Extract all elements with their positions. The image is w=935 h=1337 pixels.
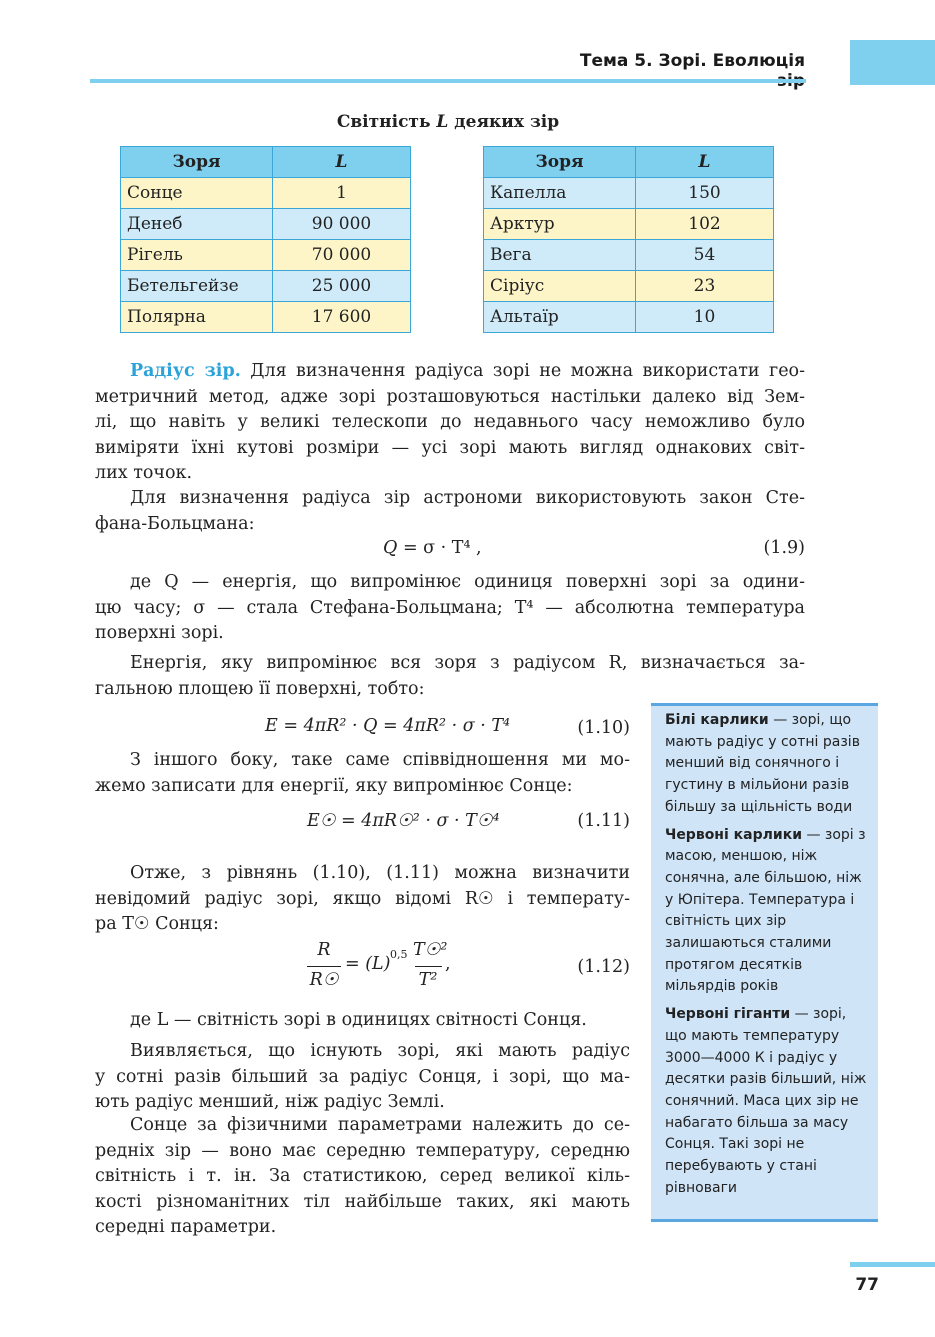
header-rule: [90, 79, 806, 83]
table-row: Альтаїр 10: [484, 302, 774, 333]
table-row: Сонце 1: [121, 178, 411, 209]
glossary-item: Червоні гіганти — зорі, що мають температуру 3000—4000 К і радіус у десятки разів більший, ніж сонячний. Маса цих зір не набагато більша за масу Сонця. Такі зорі не перебувають у стані рівноваги: [665, 1006, 867, 1196]
equation-1-12: R R☉ = (L) 0,5 T☉² T² ,: [305, 940, 505, 998]
column-header-l: L: [273, 147, 411, 178]
paragraph-sun-parameters: Сонце за фізичними параметрами належить до се- редніх зір — воно має середню температуру, середню світність і т. ін. За статистикою, серед великої кіль- кості різноманітних тіл найбільше таких, які мають середні параметри.: [95, 1115, 630, 1237]
table-row: Денеб 90 000: [121, 209, 411, 240]
section-heading: Радіус зір.: [130, 361, 241, 381]
column-header-l: L: [636, 147, 774, 178]
table-row: Сіріус 23: [484, 271, 774, 302]
column-header-star: Зоря: [121, 147, 273, 178]
equation-number: (1.9): [763, 538, 805, 558]
footer-rule: [850, 1262, 935, 1267]
paragraph-radius: Радіус зір. Для визначення радіуса зорі не можна використати гео- метричний метод, адже зорі розташовуються настільки далеко від Зем- лі, що навіть у великі телескопи до недавнього часу неможливо було виміряти їхні кутові розміри — усі зорі мають вигляд однакових світ- лих точок.: [95, 361, 805, 483]
table-row: Бетельгейзе 25 000: [121, 271, 411, 302]
table-row: Полярна 17 600: [121, 302, 411, 333]
equation-number: (1.12): [577, 957, 630, 977]
paragraph-luminosity-def: де L — світність зорі в одиницях світності Сонця.: [130, 1010, 587, 1030]
glossary-item: Червоні карлики — зорі з масою, меншою, ніж сонячна, але більшою, ніж у Юпітера. Температура і світність цих зір залишаються сталими протягом десятків мільярдів років: [665, 826, 866, 995]
page-header-title: Тема 5. Зорі. Еволюція: [579, 51, 805, 71]
table-row: Капелла 150: [484, 178, 774, 209]
paragraph-radius-range: Виявляється, що існують зорі, які мають радіус у сотні разів більший за радіус Сонця, і зорі, що ма- ють радіус менший, ніж радіус Землі.: [95, 1041, 630, 1112]
column-header-star: Зоря: [484, 147, 636, 178]
equation-1-11: E☉ = 4πR☉² · σ · T☉⁴: [307, 811, 500, 831]
glossary-sidebar: [651, 703, 878, 1222]
glossary-item: Білі карлики — зорі, що мають радіус у сотні разів менший від сонячного і густину в мільйони разів більшу за щільність води: [665, 712, 860, 815]
luminosity-table-right: [483, 146, 774, 333]
equation-1-9: Q = σ · T⁴ ,: [383, 538, 482, 558]
page-number: 77: [855, 1275, 879, 1295]
table-row: Вега 54: [484, 240, 774, 271]
paragraph-definitions: де Q — енергія, що випромінює одиниця поверхні зорі за одини- цю часу; σ — стала Стефана-Больцмана; T⁴ — абсолютна температура поверхні зорі.: [95, 572, 805, 643]
paragraph-derive: Отже, з рівнянь (1.10), (1.11) можна визначити невідомий радіус зорі, якщо відомі R☉ і температу- ра T☉ Сонця:: [95, 863, 630, 934]
table-row: Арктур 102: [484, 209, 774, 240]
header-tab: [850, 40, 935, 85]
equation-number: (1.11): [577, 811, 630, 831]
table-row: Рігель 70 000: [121, 240, 411, 271]
paragraph-stefan: Для визначення радіуса зір астрономи використовують закон Сте- фана-Больцмана:: [95, 488, 805, 534]
equation-1-10: E = 4πR² · Q = 4πR² · σ · T⁴: [265, 716, 511, 736]
paragraph-energy: Енергія, яку випромінює вся зоря з радіусом R, визначається за- гальною площею її поверхні, тобто:: [95, 653, 805, 699]
table-caption: Світність L деяких зір: [336, 112, 560, 132]
equation-number: (1.10): [577, 718, 630, 738]
paragraph-sun-energy: З іншого боку, таке саме співвідношення ми мо- жемо записати для енергії, яку випромінює Сонце:: [95, 750, 630, 796]
luminosity-table-left: [120, 146, 411, 333]
